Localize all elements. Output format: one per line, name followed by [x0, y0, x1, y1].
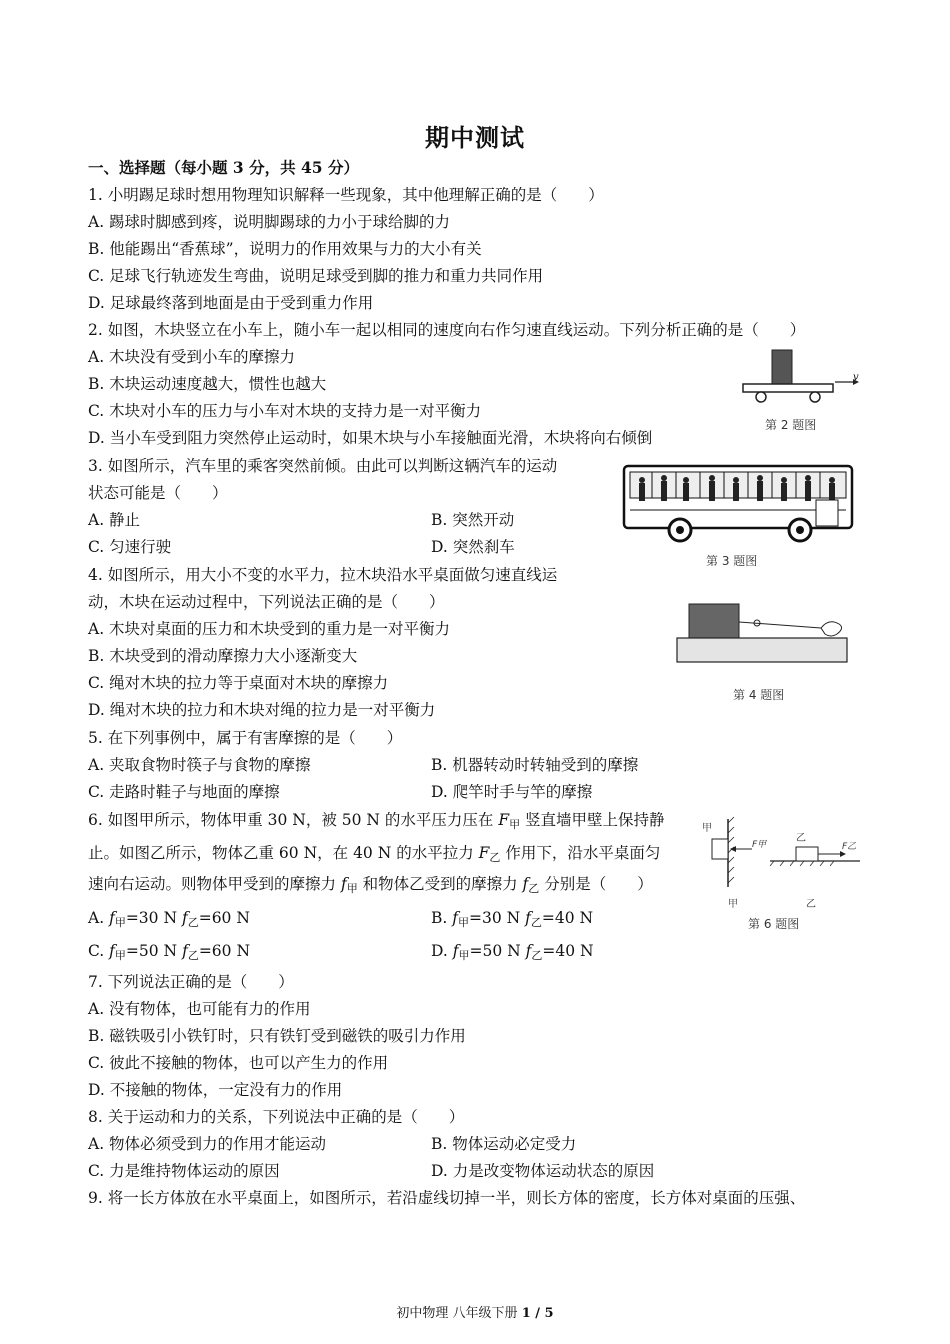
q8-option-d: D. 力是改变物体运动状态的原因: [431, 1162, 655, 1180]
q8-option-b: B. 物体运动必定受力: [431, 1135, 577, 1153]
q1-option-d: D. 足球最终落到地面是由于受到重力作用: [88, 294, 374, 312]
q1-option-a: A. 踢球时脚感到疼，说明脚踢球的力小于球给脚的力: [88, 213, 451, 231]
q2-stem: 2. 如图，木块竖立在小车上，随小车一起以相同的速度向右作匀速直线运动。下列分析正确的是（ ）: [88, 321, 806, 339]
q6-option-d: D. $f_甲=50$ N $f_乙=40$ N: [431, 942, 594, 962]
bus-illustration: [620, 462, 860, 544]
page-title: 期中测试: [425, 123, 525, 152]
section-heading: 一、选择题（每小题 3 分，共 45 分）: [88, 158, 359, 177]
q3-option-d: D. 突然刹车: [431, 538, 515, 556]
q7-option-d: D. 不接触的物体，一定没有力的作用: [88, 1081, 343, 1099]
block-pull-illustration: [675, 600, 855, 668]
q5-option-b: B. 机器转动时转轴受到的摩擦: [431, 756, 639, 774]
q4-option-b: B. 木块受到的滑动摩擦力大小逐渐变大: [88, 647, 358, 665]
q2-option-d: D. 当小车受到阻力突然停止运动时，如果木块与小车接触面光滑，木块将向右倾倒: [88, 429, 653, 447]
q2-option-b: B. 木块运动速度越大，惯性也越大: [88, 375, 327, 393]
q5-option-c: C. 走路时鞋子与地面的摩擦: [88, 783, 280, 801]
q8-stem: 8. 关于运动和力的关系，下列说法中正确的是（ ）: [88, 1108, 465, 1126]
q4-figure: [675, 600, 855, 705]
q5-option-d: D. 爬竿时手与竿的摩擦: [431, 783, 593, 801]
fig6-label-jia-top: 甲: [702, 823, 712, 834]
page-footer: [0, 1302, 950, 1321]
fig6-label-yi-bottom: 乙: [806, 899, 816, 910]
q4-stem-1: 4. 如图所示，用大小不变的水平力，拉木块沿水平桌面做匀速直线运: [88, 566, 558, 584]
q5-option-a: A. 夹取食物时筷子与食物的摩擦: [88, 756, 311, 774]
q6-stem-3: 速向右运动。则物体甲受到的摩擦力 $f_甲$ 和物体乙受到的摩擦力 $f_乙$ 分别是（ ）: [88, 875, 653, 895]
q7-stem: 7. 下列说法正确的是（ ）: [88, 973, 294, 991]
fig6-label-yi-top: 乙: [796, 833, 806, 844]
q6-option-a: A. $f_甲=30$ N $f_乙=60$ N: [88, 909, 250, 929]
q6-caption: 第 6 题图: [748, 917, 800, 931]
q4-option-d: D. 绳对木块的拉力和木块对绳的拉力是一对平衡力: [88, 701, 436, 719]
q7-option-b: B. 磁铁吸引小铁钉时，只有铁钉受到磁铁的吸引力作用: [88, 1027, 466, 1045]
q7-option-c: C. 彼此不接触的物体，也可以产生力的作用: [88, 1054, 389, 1072]
q6-figure: [700, 815, 865, 933]
q6-option-b: B. $f_甲=30$ N $f_乙=40$ N: [431, 909, 594, 929]
wall-block-illustration: [700, 815, 865, 895]
q6-stem-1: 6. 如图甲所示，物体甲重 30 N，被 50 N 的水平压力压在 $F_甲$ 竖直墙甲壁上保持静: [88, 811, 665, 831]
q6-stem-2: 止。如图乙所示，物体乙重 60 N，在 40 N 的水平拉力 $F_乙$ 作用下，沿水平桌面匀: [88, 844, 661, 864]
q2-option-c: C. 木块对小车的压力与小车对木块的支持力是一对平衡力: [88, 402, 482, 420]
q7-option-a: A. 没有物体，也可能有力的作用: [88, 1000, 311, 1018]
q3-option-a: A. 静止: [88, 511, 141, 529]
q3-option-c: C. 匀速行驶: [88, 538, 172, 556]
q3-option-b: B. 突然开动: [431, 511, 515, 529]
q8-option-c: C. 力是维持物体运动的原因: [88, 1162, 280, 1180]
q3-caption: 第 3 题图: [706, 554, 758, 568]
q8-option-a: A. 物体必须受到力的作用才能运动: [88, 1135, 327, 1153]
fig6-label-F-yi: F乙: [842, 842, 857, 852]
q4-option-c: C. 绳对木块的拉力等于桌面对木块的摩擦力: [88, 674, 389, 692]
fig6-label-jia-bottom: 甲: [728, 899, 738, 910]
q4-stem-2: 动，木块在运动过程中，下列说法正确的是（ ）: [88, 593, 445, 611]
q1-option-b: B. 他能踢出“香蕉球”，说明力的作用效果与力的大小有关: [88, 240, 482, 258]
velocity-label: v: [853, 372, 859, 383]
q2-option-a: A. 木块没有受到小车的摩擦力: [88, 348, 296, 366]
q4-option-a: A. 木块对桌面的压力和木块受到的重力是一对平衡力: [88, 620, 451, 638]
q2-figure: [735, 344, 875, 434]
q3-stem-1: 3. 如图所示，汽车里的乘客突然前倾。由此可以判断这辆汽车的运动: [88, 457, 558, 475]
fig6-label-F-jia: F甲: [752, 840, 767, 850]
q4-caption: 第 4 题图: [733, 688, 785, 702]
q3-figure: [620, 462, 860, 570]
q6-option-c: C. $f_甲=50$ N $f_乙=60$ N: [88, 942, 251, 962]
page-number: 1 / 5: [521, 1306, 554, 1321]
q2-caption: 第 2 题图: [765, 418, 817, 432]
footer-text: 初中物理 八年级下册: [396, 1306, 522, 1321]
q1-option-c: C. 足球飞行轨迹发生弯曲，说明足球受到脚的推力和重力共同作用: [88, 267, 544, 285]
q3-stem-2: 状态可能是（ ）: [88, 484, 228, 502]
q9-stem: 9. 将一长方体放在水平桌面上，如图所示，若沿虚线切掉一半，则长方体的密度，长方体对桌面的压强、: [88, 1189, 806, 1207]
q1-stem: 1. 小明踢足球时想用物理知识解释一些现象，其中他理解正确的是（ ）: [88, 186, 604, 204]
q5-stem: 5. 在下列事例中，属于有害摩擦的是（ ）: [88, 729, 403, 747]
